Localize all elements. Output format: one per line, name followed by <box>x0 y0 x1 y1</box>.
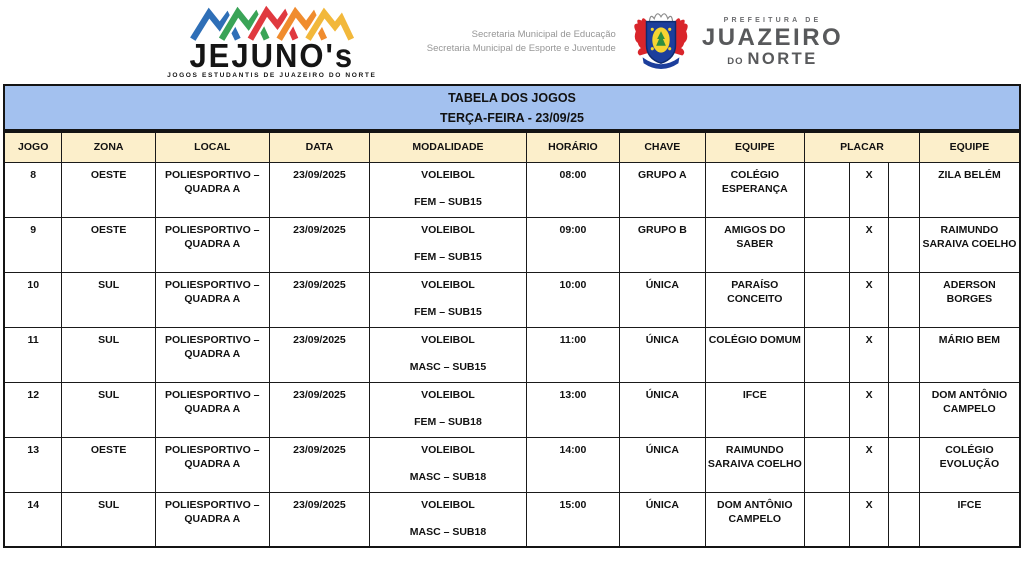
prefeitura-line3 <box>727 51 818 68</box>
cell-placar-a <box>805 272 850 327</box>
cell-modalidade <box>370 492 526 547</box>
cell-local <box>155 382 269 437</box>
col-header-modalidade: MODALIDADE <box>370 132 526 162</box>
local-line2: QUADRA A <box>184 293 241 306</box>
cell-zona: SUL <box>62 327 155 382</box>
game-row <box>4 437 1020 492</box>
cell-equipe-a: PARAÍSO CONCEITO <box>705 272 805 327</box>
cell-chave: ÚNICA <box>620 492 705 547</box>
game-row <box>4 492 1020 547</box>
header-row <box>4 132 1020 162</box>
cell-horario: 11:00 <box>526 327 619 382</box>
cell-placar-b <box>889 162 919 217</box>
cell-horario: 09:00 <box>526 217 619 272</box>
local-line1: POLIESPORTIVO – <box>165 223 260 236</box>
cell-chave: ÚNICA <box>620 382 705 437</box>
page-header <box>0 0 1024 84</box>
local-line1: POLIESPORTIVO – <box>165 278 260 291</box>
cell-equipe-b: ZILA BELÉM <box>919 162 1020 217</box>
local-line2: QUADRA A <box>184 458 241 471</box>
local-line2: QUADRA A <box>184 183 241 196</box>
cell-equipe-a: RAIMUNDO SARAIVA COELHO <box>705 437 805 492</box>
cell-placar-x: X <box>849 217 889 272</box>
prefeitura-do: DO <box>727 55 744 67</box>
cell-placar-x: X <box>849 162 889 217</box>
cell-placar-a <box>805 217 850 272</box>
cell-placar-x: X <box>849 327 889 382</box>
game-row <box>4 217 1020 272</box>
modalidade-category: MASC – SUB15 <box>409 361 487 374</box>
cell-local <box>155 162 269 217</box>
cell-data: 23/09/2025 <box>269 437 370 492</box>
cell-horario: 14:00 <box>526 437 619 492</box>
cell-horario: 08:00 <box>526 162 619 217</box>
game-row <box>4 382 1020 437</box>
cell-local <box>155 272 269 327</box>
cell-placar-x: X <box>849 437 889 492</box>
jejunos-logo <box>167 5 377 80</box>
cell-chave: GRUPO A <box>620 162 705 217</box>
cell-placar-a <box>805 382 850 437</box>
cell-zona: OESTE <box>62 162 155 217</box>
modalidade-sport: VOLEIBOL <box>421 498 475 511</box>
cell-data: 23/09/2025 <box>269 162 370 217</box>
prefeitura-logo <box>702 17 843 68</box>
local-line1: POLIESPORTIVO – <box>165 498 260 511</box>
cell-equipe-b: MÁRIO BEM <box>919 327 1020 382</box>
game-row <box>4 272 1020 327</box>
cell-placar-b <box>889 437 919 492</box>
local-line1: POLIESPORTIVO – <box>165 388 260 401</box>
cell-equipe-a: IFCE <box>705 382 805 437</box>
col-header-local: LOCAL <box>155 132 269 162</box>
cell-chave: GRUPO B <box>620 217 705 272</box>
city-crest-icon <box>630 10 692 75</box>
cell-local <box>155 437 269 492</box>
local-line2: QUADRA A <box>184 513 241 526</box>
cell-jogo: 14 <box>4 492 62 547</box>
cell-placar-b <box>889 272 919 327</box>
cell-horario: 15:00 <box>526 492 619 547</box>
cell-modalidade <box>370 382 526 437</box>
cell-placar-x: X <box>849 382 889 437</box>
local-line1: POLIESPORTIVO – <box>165 333 260 346</box>
cell-chave: ÚNICA <box>620 272 705 327</box>
cell-placar-b <box>889 492 919 547</box>
cell-modalidade <box>370 272 526 327</box>
modalidade-category: FEM – SUB18 <box>414 416 482 429</box>
modalidade-category: MASC – SUB18 <box>409 526 487 539</box>
cell-placar-a <box>805 437 850 492</box>
secretaria-text <box>427 28 616 57</box>
local-line1: POLIESPORTIVO – <box>165 443 260 456</box>
modalidade-sport: VOLEIBOL <box>421 443 475 456</box>
cell-placar-b <box>889 382 919 437</box>
cell-zona: SUL <box>62 272 155 327</box>
cell-placar-a <box>805 162 850 217</box>
col-header-zona: ZONA <box>62 132 155 162</box>
cell-equipe-a: COLÉGIO DOMUM <box>705 327 805 382</box>
modalidade-sport: VOLEIBOL <box>421 388 475 401</box>
col-header-chave: CHAVE <box>620 132 705 162</box>
games-table <box>3 131 1021 548</box>
cell-jogo: 8 <box>4 162 62 217</box>
table-subtitle: TERÇA-FEIRA - 23/09/25 <box>439 110 585 125</box>
game-row <box>4 162 1020 217</box>
modalidade-sport: VOLEIBOL <box>421 278 475 291</box>
games-table-body <box>4 162 1020 547</box>
local-line2: QUADRA A <box>184 348 241 361</box>
col-header-horario: HORÁRIO <box>526 132 619 162</box>
cell-placar-x: X <box>849 492 889 547</box>
local-line2: QUADRA A <box>184 403 241 416</box>
cell-equipe-b: RAIMUNDO SARAIVA COELHO <box>919 217 1020 272</box>
cell-horario: 10:00 <box>526 272 619 327</box>
col-header-equipe-b: EQUIPE <box>919 132 1020 162</box>
schedule-sheet <box>0 84 1024 548</box>
cell-modalidade <box>370 437 526 492</box>
secretaria-line2: Secretaria Municipal de Esporte e Juventude <box>426 43 616 54</box>
col-header-equipe-a: EQUIPE <box>705 132 805 162</box>
cell-data: 23/09/2025 <box>269 217 370 272</box>
col-header-data: DATA <box>269 132 370 162</box>
jejunos-subtitle: JOGOS ESTUDANTIS DE JUAZEIRO DO NORTE <box>167 72 377 80</box>
prefeitura-norte: NORTE <box>747 49 818 68</box>
jejunos-wordmark: JEJUNO's <box>189 36 355 75</box>
cell-placar-b <box>889 327 919 382</box>
modalidade-sport: VOLEIBOL <box>421 168 475 181</box>
prefeitura-line1: PREFEITURA DE <box>723 16 822 24</box>
cell-placar-b <box>889 217 919 272</box>
cell-equipe-b: COLÉGIO EVOLUÇÃO <box>919 437 1020 492</box>
cell-chave: ÚNICA <box>620 437 705 492</box>
cell-chave: ÚNICA <box>620 327 705 382</box>
modalidade-sport: VOLEIBOL <box>421 333 475 346</box>
cell-horario: 13:00 <box>526 382 619 437</box>
col-header-jogo: JOGO <box>4 132 62 162</box>
cell-zona: OESTE <box>62 437 155 492</box>
cell-equipe-b: DOM ANTÔNIO CAMPELO <box>919 382 1020 437</box>
modalidade-sport: VOLEIBOL <box>421 223 475 236</box>
cell-local <box>155 492 269 547</box>
cell-modalidade <box>370 217 526 272</box>
prefeitura-line2: JUAZEIRO <box>701 23 844 51</box>
modalidade-category: FEM – SUB15 <box>414 251 482 264</box>
modalidade-category: FEM – SUB15 <box>414 306 482 319</box>
col-header-placar: PLACAR <box>805 132 920 162</box>
cell-data: 23/09/2025 <box>269 327 370 382</box>
modalidade-category: FEM – SUB15 <box>414 196 482 209</box>
cell-jogo: 12 <box>4 382 62 437</box>
cell-zona: SUL <box>62 382 155 437</box>
table-title-bar <box>3 84 1021 131</box>
table-title: TABELA DOS JOGOS <box>448 90 576 105</box>
cell-modalidade <box>370 162 526 217</box>
cell-zona: SUL <box>62 492 155 547</box>
cell-jogo: 13 <box>4 437 62 492</box>
cell-data: 23/09/2025 <box>269 492 370 547</box>
cell-equipe-a: AMIGOS DO SABER <box>705 217 805 272</box>
cell-jogo: 10 <box>4 272 62 327</box>
cell-data: 23/09/2025 <box>269 272 370 327</box>
cell-local <box>155 327 269 382</box>
local-line2: QUADRA A <box>184 238 241 251</box>
local-line1: POLIESPORTIVO – <box>165 168 260 181</box>
cell-equipe-b: ADERSON BORGES <box>919 272 1020 327</box>
cell-placar-a <box>805 492 850 547</box>
cell-placar-a <box>805 327 850 382</box>
mountains-icon <box>188 5 356 41</box>
modalidade-category: MASC – SUB18 <box>409 471 487 484</box>
cell-placar-x: X <box>849 272 889 327</box>
cell-modalidade <box>370 327 526 382</box>
cell-jogo: 9 <box>4 217 62 272</box>
cell-zona: OESTE <box>62 217 155 272</box>
cell-local <box>155 217 269 272</box>
cell-equipe-a: DOM ANTÔNIO CAMPELO <box>705 492 805 547</box>
secretaria-line1: Secretaria Municipal de Educação <box>471 28 616 40</box>
cell-data: 23/09/2025 <box>269 382 370 437</box>
game-row <box>4 327 1020 382</box>
cell-equipe-a: COLÉGIO ESPERANÇA <box>705 162 805 217</box>
cell-jogo: 11 <box>4 327 62 382</box>
cell-equipe-b: IFCE <box>919 492 1020 547</box>
